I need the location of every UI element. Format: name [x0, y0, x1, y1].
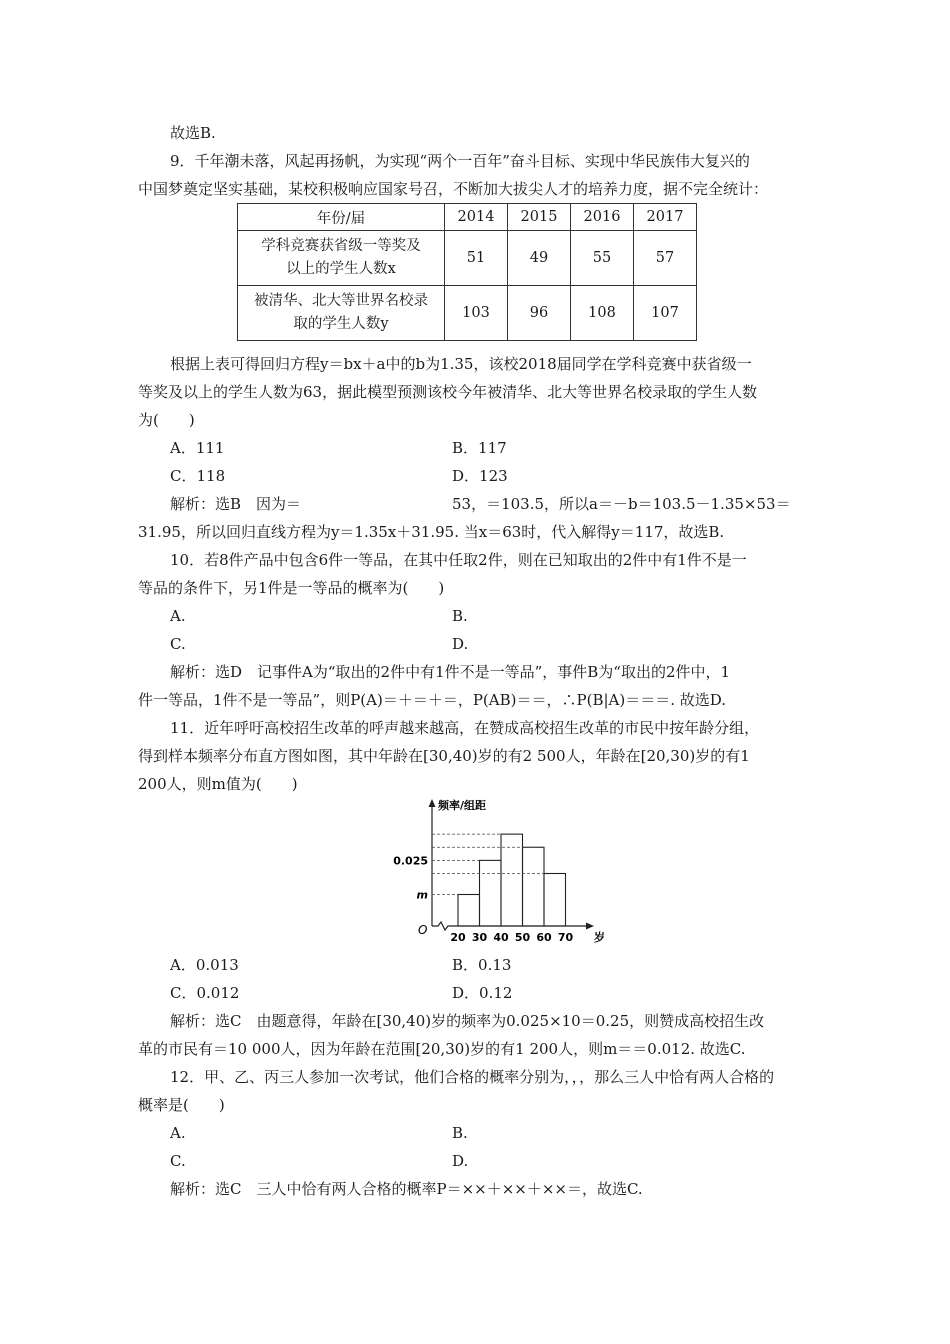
q12-stem-line2: 概率是( ): [138, 1096, 225, 1114]
q11-option-b: B．0.13: [452, 956, 512, 974]
q9-solution-line1b: 53，＝103.5，所以a＝－b＝103.5－1.35×53＝: [452, 495, 791, 513]
q10-option-d: D.: [452, 635, 469, 653]
q11-solution-line2: 革的市民有＝10 000人，因为年龄在范围[20,30)岁的有1 200人，则m＝＝0.012. 故选C.: [138, 1040, 746, 1058]
row-y-label-line1: 被清华、北大等世界名校录: [254, 293, 428, 309]
x-tick-label: 50: [514, 931, 531, 944]
table-row-y-label: [238, 286, 445, 341]
q9-option-c: C．118: [170, 467, 226, 485]
q12-option-a: A.: [170, 1124, 186, 1142]
q9-option-b: B．117: [452, 439, 507, 457]
q10-solution-line1: 解析：选D 记事件A为“取出的2件中有1件不是一等品”，事件B为“取出的2件中，1: [170, 663, 731, 681]
y-axis-label: 频率/组距: [438, 799, 487, 812]
q12-option-c: C.: [170, 1152, 186, 1170]
q10-solution-line2: 件一等品，1件不是一等品”，则P(A)＝＋＝＋＝，P(AB)＝＝，∴P(B|A)＝＝＝. 故选D.: [138, 691, 726, 709]
table-cell: 96: [508, 286, 571, 341]
table-cell: 103: [445, 286, 508, 341]
x-axis-arrow: [586, 923, 594, 930]
histogram-bar: [458, 895, 480, 927]
table-header-2015: 2015: [508, 204, 571, 231]
row-x-label-line2: 以上的学生人数x: [286, 261, 396, 277]
histogram-bar: [501, 834, 523, 926]
row-y-label-line2: 取的学生人数y: [293, 316, 389, 332]
q11-stem-line3: 200人，则m值为( ): [138, 775, 298, 793]
q9-solution-line1a: 解析：选B 因为＝: [170, 495, 302, 513]
q10-option-c: C.: [170, 635, 186, 653]
table-cell: 55: [571, 231, 634, 286]
histogram-bar: [544, 874, 566, 927]
x-tick-label: 30: [471, 931, 488, 944]
table-cell: 108: [571, 286, 634, 341]
q9-stem-line1: 9．千年潮未落，风起再扬帆，为实现“两个一百年”奋斗目标、实现中华民族伟大复兴的: [170, 152, 750, 170]
q9-stem-line5: 为( ): [138, 411, 195, 429]
x-tick-label: 70: [557, 931, 574, 944]
x-tick-label: 40: [493, 931, 509, 944]
q10-stem-line1: 10．若8件产品中包含6件一等品，在其中任取2件，则在已知取出的2件中有1件不是一: [170, 551, 747, 569]
y-tick-label: m: [416, 888, 428, 902]
q9-solution-line2: 31.95，所以回归直线方程为y＝1.35x＋31.95. 当x＝63时，代入解得y＝117，故选B.: [138, 523, 725, 541]
table-row-x-label: [238, 231, 445, 286]
table-header-2017: 2017: [634, 204, 697, 231]
q11-option-d: D．0.12: [452, 984, 513, 1002]
table-cell: 107: [634, 286, 697, 341]
q9-stem-line4: 等奖及以上的学生人数为63，据此模型预测该校今年被清华、北大等世界名校录取的学生人数: [138, 383, 758, 401]
q9-stem-line2: 中国梦奠定坚实基础，某校积极响应国家号召，不断加大拔尖人才的培养力度，据不完全统计：: [138, 180, 769, 198]
table-cell: 49: [508, 231, 571, 286]
table-cell: 51: [445, 231, 508, 286]
q11-option-a: A．0.013: [170, 956, 239, 974]
q11-solution-line1: 解析：选C 由题意得，年龄在[30,40)岁的频率为0.025×10＝0.25，则赞成高校招生改: [170, 1012, 765, 1030]
table-header-year: 年份/届: [238, 204, 445, 231]
origin-label: O: [418, 923, 428, 937]
table-header-2014: 2014: [445, 204, 508, 231]
q11-option-c: C．0.012: [170, 984, 240, 1002]
frequency-histogram: [390, 795, 610, 947]
row-x-label-line1: 学科竞赛获省级一等奖及: [261, 238, 421, 254]
x-axis-label: 岁: [594, 931, 605, 944]
x-tick-label: 60: [536, 931, 552, 944]
y-tick-label: 0.025: [393, 854, 428, 868]
histogram-bar: [523, 847, 545, 926]
y-axis-arrow: [429, 799, 436, 807]
q9-option-d: D．123: [452, 467, 508, 485]
q12-option-b: B.: [452, 1124, 468, 1142]
histogram-bar: [480, 860, 502, 926]
prev-answer-tail: 故选B.: [170, 124, 216, 142]
q12-solution: 解析：选C 三人中恰有两人合格的概率P＝××＋××＋××＝，故选C.: [170, 1180, 643, 1198]
q12-stem-line1: 12．甲、乙、丙三人参加一次考试，他们合格的概率分别为，，，那么三人中恰有两人合格的: [170, 1068, 775, 1086]
q9-stem-line3: 根据上表可得回归方程y＝bx＋a中的b为1.35，该校2018届同学在学科竞赛中获省级一: [170, 355, 752, 373]
table-cell: 57: [634, 231, 697, 286]
x-tick-label: 20: [450, 931, 466, 944]
q10-option-b: B.: [452, 607, 468, 625]
table-header-2016: 2016: [571, 204, 634, 231]
q11-stem-line2: 得到样本频率分布直方图如图，其中年龄在[30,40)岁的有2 500人，年龄在[20,30)岁的有1: [138, 747, 750, 765]
q11-stem-line1: 11．近年呼吁高校招生改革的呼声越来越高，在赞成高校招生改革的市民中按年龄分组，: [170, 719, 760, 737]
q9-option-a: A．111: [170, 439, 225, 457]
q10-option-a: A.: [170, 607, 186, 625]
q10-stem-line2: 等品的条件下，另1件是一等品的概率为( ): [138, 579, 445, 597]
q12-option-d: D.: [452, 1152, 469, 1170]
q9-data-table: [237, 203, 697, 341]
